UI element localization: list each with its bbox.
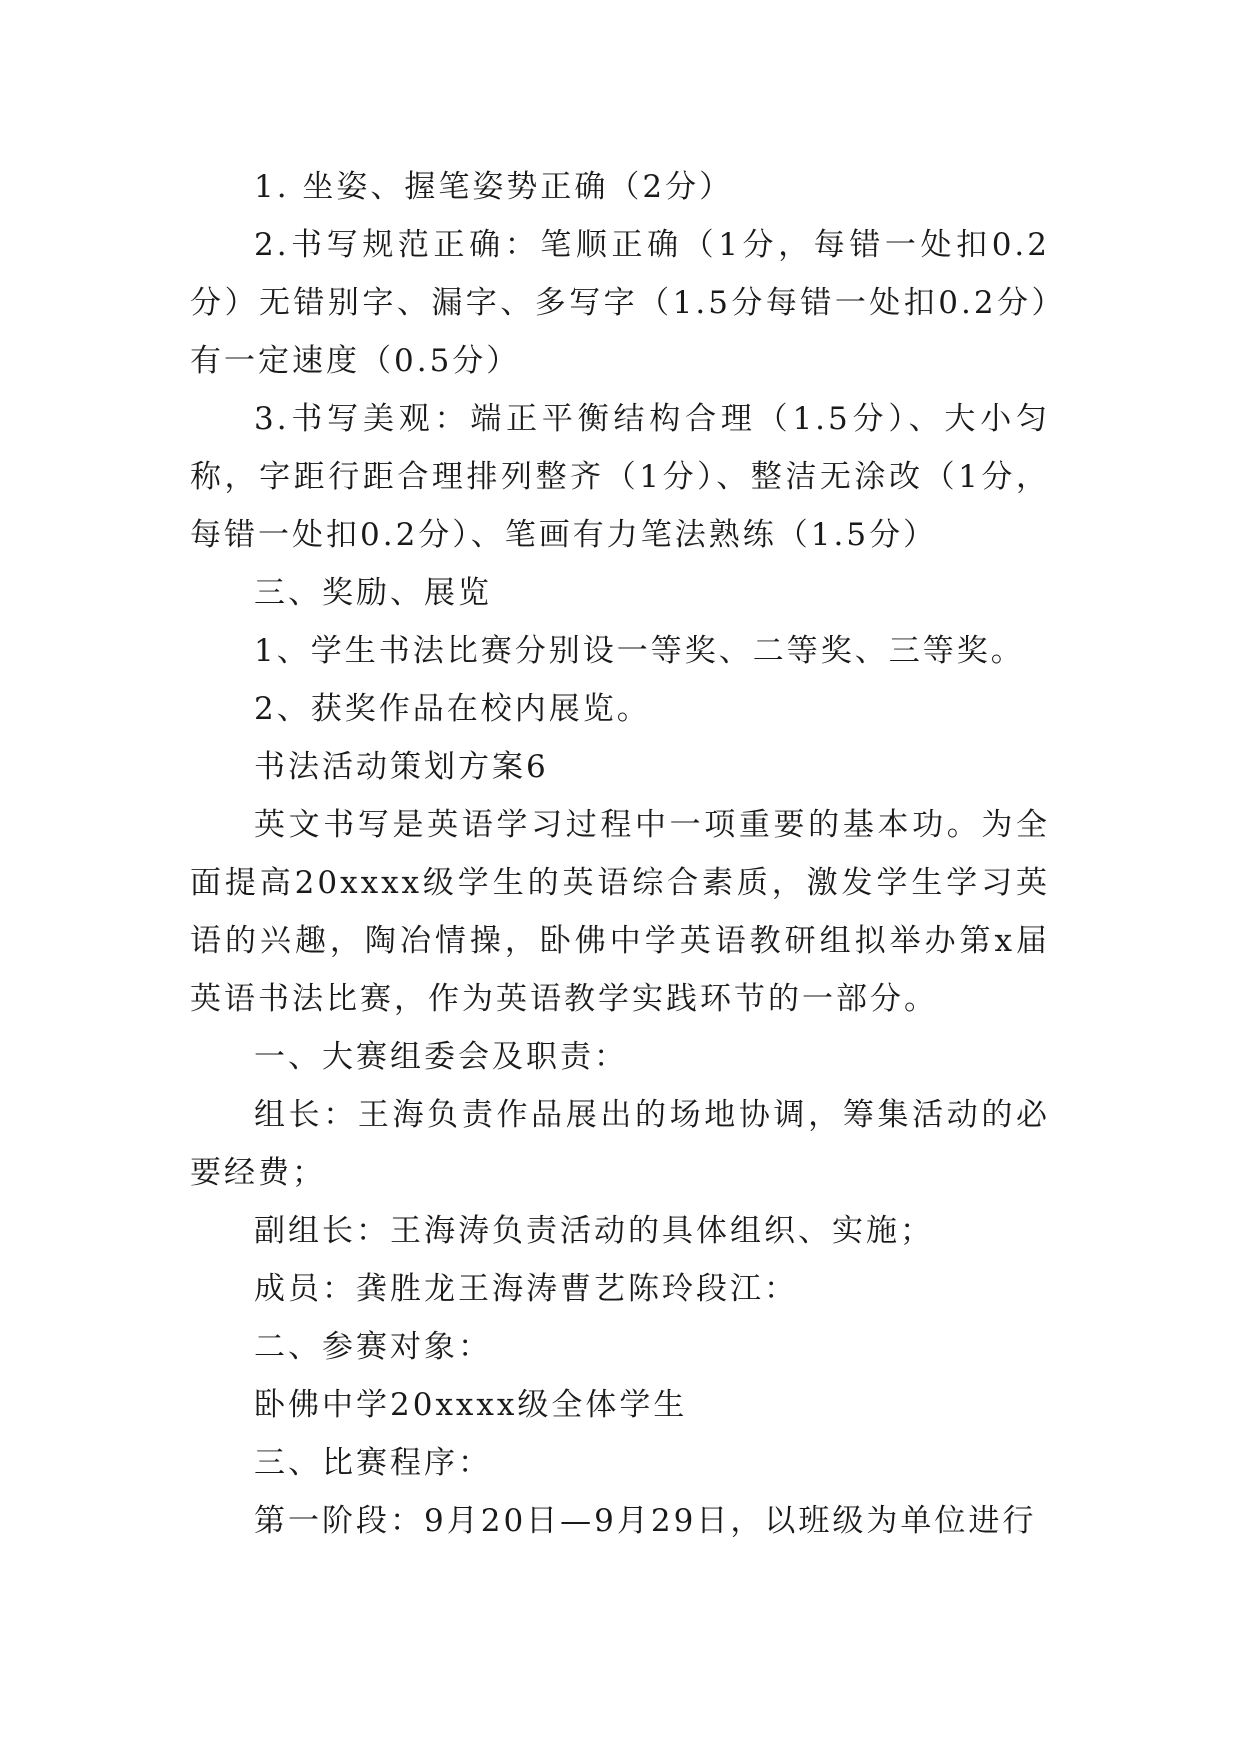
scoring-item-standard: 2.书写规范正确：笔顺正确（1分，每错一处扣0.2分）无错别字、漏字、多写字（1.5分每错一处扣0.2分）有一定速度（0.5分） bbox=[190, 227, 1050, 379]
section-heading-committee: 一、大赛组委会及职责： bbox=[254, 1039, 628, 1075]
section-heading-participants: 二、参赛对象： bbox=[254, 1329, 492, 1365]
section-heading-procedure: 三、比赛程序： bbox=[254, 1445, 492, 1481]
awards-item-1: 1、学生书法比赛分别设一等奖、二等奖、三等奖。 bbox=[254, 633, 1025, 669]
committee-leader: 组长：王海负责作品展出的场地协调，筹集活动的必要经费； bbox=[190, 1097, 1050, 1191]
procedure-stage-1: 第一阶段：9月20日—9月29日，以班级为单位进行 bbox=[254, 1503, 1037, 1539]
plan-title: 书法活动策划方案6 bbox=[254, 749, 549, 785]
intro-paragraph: 英文书写是英语学习过程中一项重要的基本功。为全面提高20xxxx级学生的英语综合素质，激发学生学习英语的兴趣，陶冶情操，卧佛中学英语教研组拟举办第x届英语书法比赛，作为英语教学实践环节的一部分。 bbox=[190, 807, 1050, 1017]
scoring-item-aesthetics: 3.书写美观：端正平衡结构合理（1.5分）、大小匀称，字距行距合理排列整齐（1分）、整洁无涂改（1分，每错一处扣0.2分）、笔画有力笔法熟练（1.5分） bbox=[190, 401, 1050, 553]
participants-text: 卧佛中学20xxxx级全体学生 bbox=[254, 1387, 688, 1423]
section-heading-awards: 三、奖励、展览 bbox=[254, 575, 492, 611]
awards-item-2: 2、获奖作品在校内展览。 bbox=[254, 691, 651, 727]
committee-deputy: 副组长：王海涛负责活动的具体组织、实施； bbox=[254, 1213, 934, 1249]
committee-members: 成员：龚胜龙王海涛曹艺陈玲段江： bbox=[254, 1271, 798, 1307]
scoring-item-posture: 1. 坐姿、握笔姿势正确（2分） bbox=[254, 169, 734, 205]
document-body bbox=[190, 158, 1050, 1550]
